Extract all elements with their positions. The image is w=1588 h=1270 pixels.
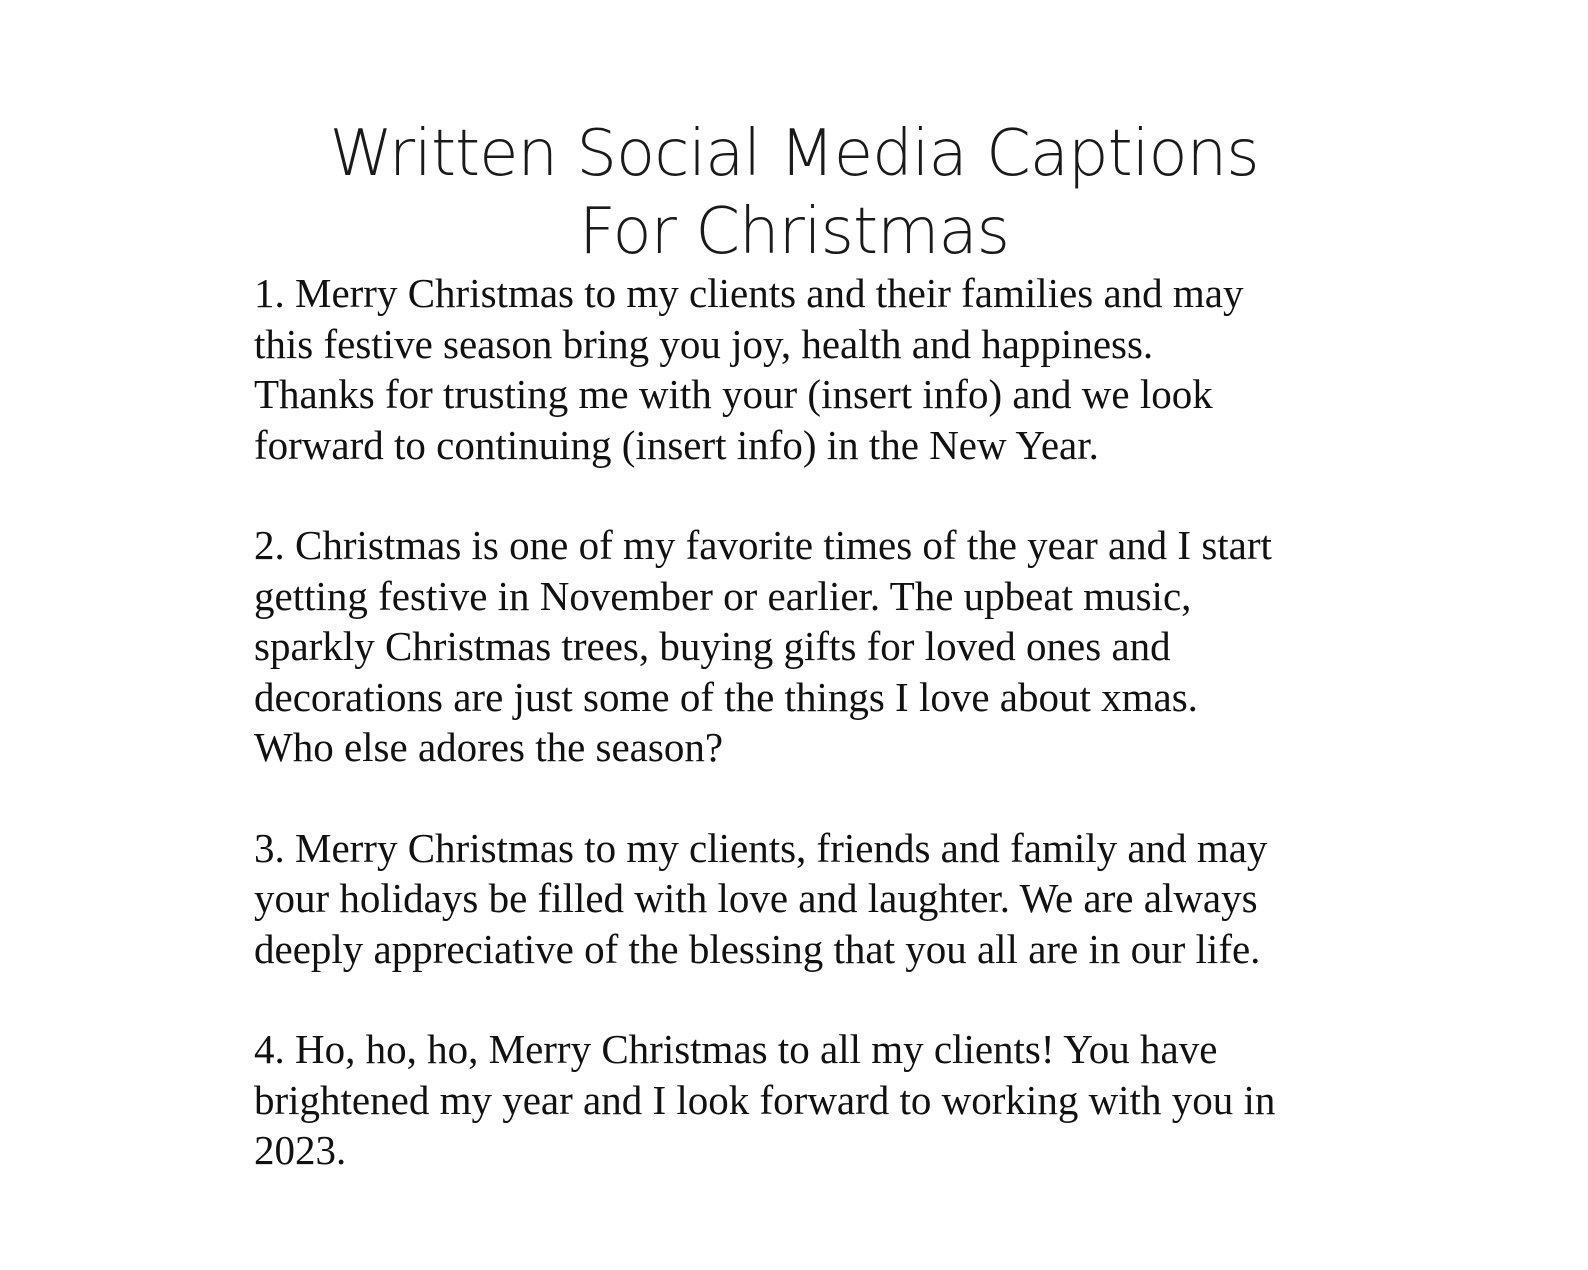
caption-1-line-2: this festive season bring you joy, health and happiness. (254, 320, 1154, 367)
caption-2-line-1: 2. Christmas is one of my favorite times of the year and I start (254, 522, 1272, 568)
caption-1-line-1: 1. Merry Christmas to my clients and their families and may (254, 270, 1244, 316)
caption-2-line-5: Who else adores the season? (254, 724, 724, 770)
caption-2-line-2: getting festive in November or earlier. The upbeat music, (254, 572, 1192, 619)
caption-3-line-1: 3. Merry Christmas to my clients, friends and family and may (254, 824, 1268, 871)
caption-4-line-3: 2023. (254, 1127, 347, 1173)
caption-2-line-4: decorations are just some of the things I love about xmas. (254, 673, 1198, 720)
caption-1-line-4: forward to continuing (insert info) in the New Year. (254, 421, 1099, 468)
caption-1-line-3: Thanks for trusting me with your (insert info) and we look (254, 371, 1213, 417)
caption-3 (254, 823, 1364, 975)
page-title-line-2: For Christmas (578, 194, 1010, 269)
page-title (0, 115, 1588, 271)
caption-4-line-1: 4. Ho, ho, ho, Merry Christmas to all my clients! You have (254, 1026, 1218, 1072)
page-title-line-1: Written Social Media Captions (329, 116, 1259, 191)
caption-2 (254, 520, 1364, 773)
caption-3-line-2: your holidays be filled with love and laughter. We are always (254, 875, 1258, 921)
caption-3-line-3: deeply appreciative of the blessing that you all are in our life. (254, 925, 1261, 972)
caption-4 (254, 1024, 1364, 1176)
caption-1 (254, 268, 1364, 470)
caption-2-line-3: sparkly Christmas trees, buying gifts for loved ones and (254, 623, 1171, 669)
caption-4-line-2: brightened my year and I look forward to working with you in (254, 1076, 1276, 1123)
caption-list (254, 268, 1364, 1226)
